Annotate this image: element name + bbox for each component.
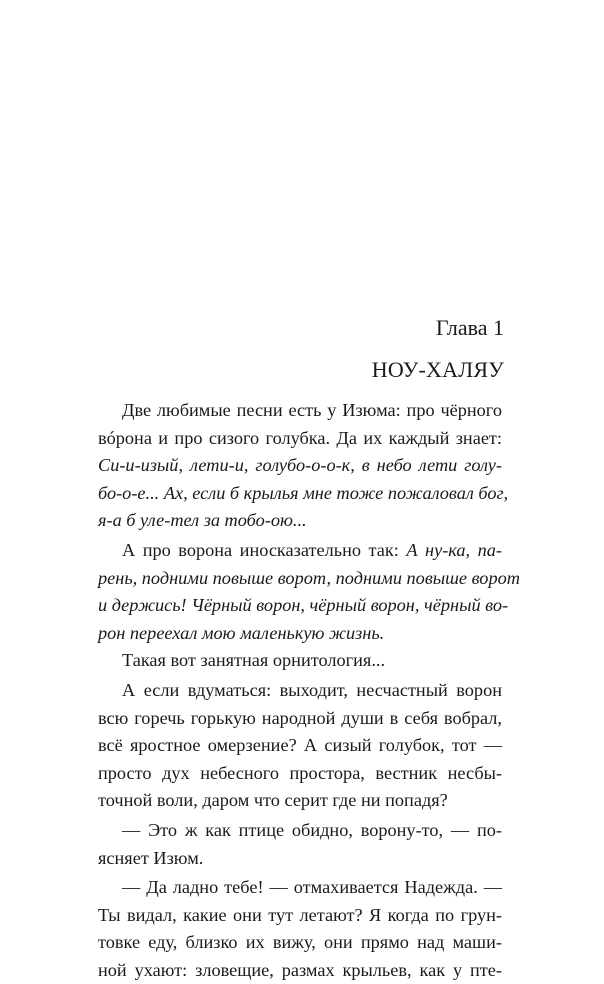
text-segment: вóрона и про сизого голубка. Да их каждый знает: — [98, 427, 502, 448]
italic-lyric: и держись! Чёрный ворон, чёрный ворон, чёрный во- — [98, 595, 509, 616]
chapter-title: НОУ-ХАЛЯУ — [371, 357, 504, 382]
text-line — [98, 787, 502, 815]
text-segment: А про ворона иносказательно так: — [122, 539, 407, 560]
italic-lyric: А ну-ка, па- — [406, 539, 503, 560]
italic-lyric: Ах, если б крылья мне тоже пожаловал бог, — [163, 482, 509, 503]
text-line — [98, 902, 502, 930]
text-segment: Ты видал, какие они тут летают? Я когда по грун- — [98, 904, 502, 925]
text-line — [98, 397, 502, 425]
italic-lyric: бо-о-е... — [98, 482, 160, 503]
text-line — [98, 677, 502, 705]
chapter-number: Глава 1 — [435, 315, 504, 340]
text-line — [98, 537, 502, 565]
text-line — [98, 592, 509, 620]
text-line — [98, 845, 502, 873]
text-line — [98, 565, 520, 593]
italic-lyric: я-а б уле-тел за тобо-ою... — [98, 510, 307, 531]
text-segment: всё яростное омерзение? А сизый голубок, тот — — [98, 735, 502, 756]
text-line — [98, 705, 502, 733]
text-line — [98, 647, 502, 675]
text-line — [98, 480, 509, 508]
text-segment: Две любимые песни есть у Изюма: про чёрного — [122, 400, 502, 420]
text-line — [98, 957, 502, 984]
text-segment: А если вдуматься: выходит, несчастный ворон — [122, 679, 502, 700]
text-line — [98, 760, 502, 788]
italic-lyric: рон переехал мою маленькую жизнь. — [98, 622, 385, 643]
text-line — [98, 817, 502, 845]
text-line — [98, 732, 502, 760]
text-segment: — Да ладно тебе! — отмахивается Надежда. — — [122, 877, 502, 898]
text-segment: ясняет Изюм. — [98, 847, 204, 868]
text-segment: точной воли, даром что серит где ни попадя? — [98, 790, 448, 811]
text-segment: товке еду, близко их вижу, они прямо над маши- — [98, 932, 502, 953]
text-line — [98, 507, 502, 535]
text-segment: ной ухают: зловещие, размах крыльев, как у пте- — [98, 959, 502, 980]
text-segment: просто дух небесного простора, вестник несбы- — [98, 762, 502, 783]
text-segment: всю горечь горькую народной души в себя вобрал, — [98, 707, 502, 728]
text-line — [98, 425, 502, 453]
italic-lyric: рень, подними повыше ворот, подними повыше ворот — [98, 567, 520, 588]
text-line — [98, 452, 502, 480]
text-line — [98, 874, 502, 902]
text-segment: Такая вот занятная орнитология... — [122, 650, 386, 671]
text-segment: — Это ж как птице обидно, ворону-то, — по- — [122, 819, 502, 840]
body-text — [98, 397, 520, 984]
text-line — [98, 620, 502, 648]
text-line — [98, 929, 502, 957]
italic-lyric: Си-и-изый, лети-и, голубо-о-о-к, в небо лети голу- — [98, 455, 502, 476]
